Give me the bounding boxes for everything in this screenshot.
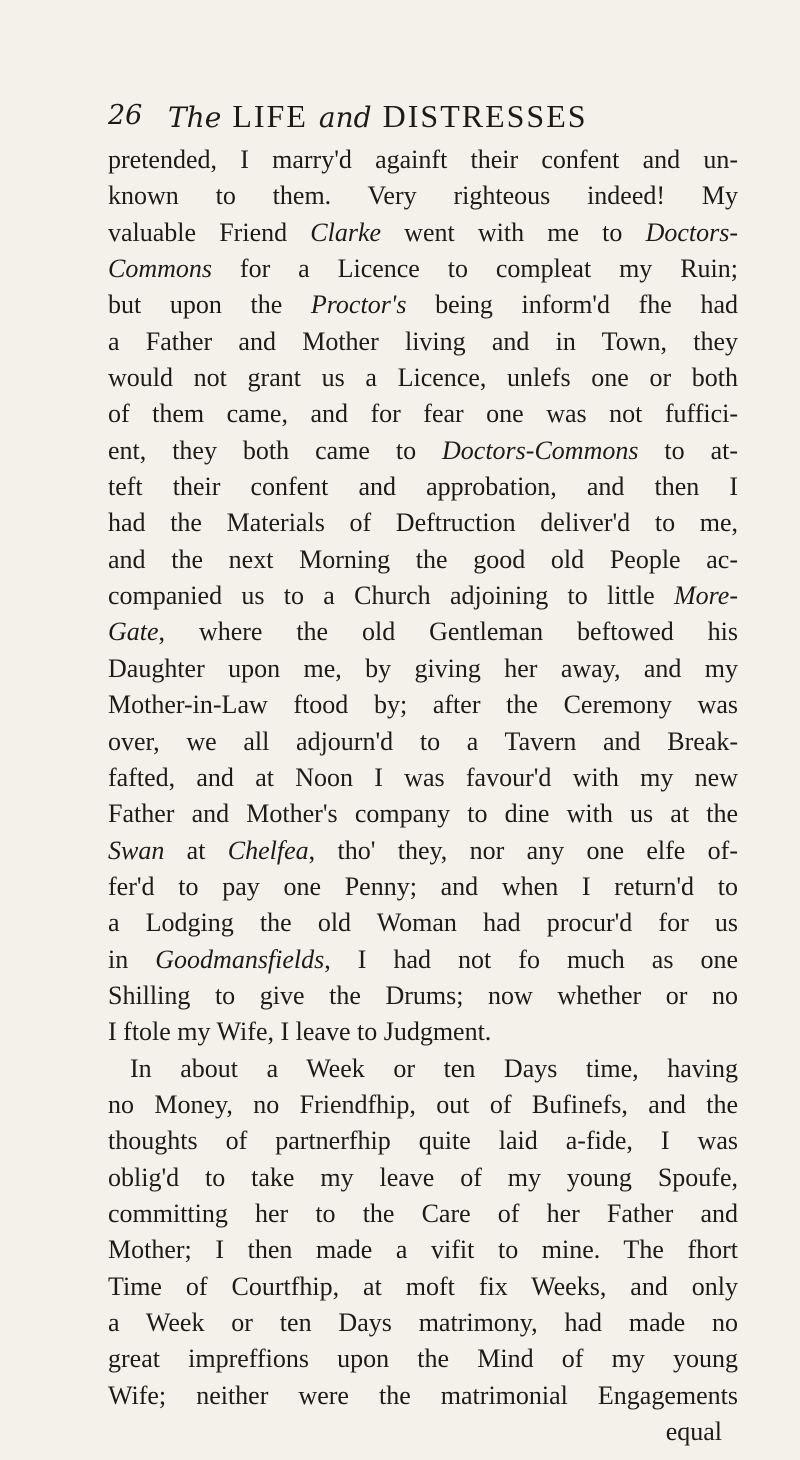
text-line: companied us to a Church adjoining to little More- xyxy=(108,581,738,611)
title-word-life: LIFE xyxy=(232,98,308,134)
text-line: in Goodmansfields, I had not fo much as one xyxy=(108,944,738,974)
running-head xyxy=(108,96,740,136)
page-number: 26 xyxy=(108,100,143,131)
text-line: oblig'd to take my leave of my young Spoufe, xyxy=(108,1162,738,1192)
text-line: no Money, no Friendfhip, out of Bufinefs, and the xyxy=(108,1089,738,1119)
running-head-title xyxy=(168,96,588,138)
text-line: but upon the Proctor's being inform'd fhe had xyxy=(108,290,738,320)
text-line: a Father and Mother living and in Town, they xyxy=(108,326,738,356)
term-proctors: Proctor's xyxy=(310,290,407,320)
body-text xyxy=(108,142,738,1450)
text-line: a Week or ten Days matrimony, had made no xyxy=(108,1308,738,1337)
text-line: Gate, where the old Gentleman beftowed his xyxy=(108,617,738,647)
text-line: known to them. Very righteous indeed! My xyxy=(108,181,738,211)
name-clarke: Clarke xyxy=(310,217,382,247)
text-line: I ftole my Wife, I leave to Judgment. xyxy=(108,1017,492,1047)
text-line: fer'd to pay one Penny; and when I return'd to xyxy=(108,871,738,901)
title-prefix: The xyxy=(168,101,222,134)
place-more: More- xyxy=(673,581,738,611)
text-line: teft their confent and approbation, and then I xyxy=(108,472,738,502)
text-line: Wife; neither were the matrimonial Engagements xyxy=(108,1380,738,1410)
text-line: Shilling to give the Drums; now whether or no xyxy=(108,980,738,1010)
text-line: thoughts of partnerfhip quite laid a-fide, I was xyxy=(108,1126,738,1156)
text-line: of them came, and for fear one was not fuffici- xyxy=(108,399,738,429)
text-line: Mother-in-Law ftood by; after the Ceremony was xyxy=(108,690,738,720)
text-line: and the next Morning the good old People ac- xyxy=(108,544,738,574)
text-line: ent, they both came to Doctors-Commons to at- xyxy=(108,435,738,465)
text-line: pretended, I marry'd againft their confent and un- xyxy=(108,145,738,174)
text-line: a Lodging the old Woman had procur'd for us xyxy=(108,908,738,938)
text-line: Commons for a Licence to compleat my Ruin; xyxy=(108,254,738,284)
title-conjunction: and xyxy=(318,101,372,134)
text-line: valuable Friend Clarke went with me to Doctors- xyxy=(108,217,738,247)
text-line: Swan at Chelfea, tho' they, nor any one elfe of- xyxy=(108,835,739,865)
text-line: committing her to the Care of her Father and xyxy=(108,1198,738,1228)
place-goodmansfields: Goodmansfields xyxy=(155,944,325,974)
text-line: fafted, and at Noon I was favour'd with my new xyxy=(108,762,738,792)
text-line: Daughter upon me, by giving her away, and my xyxy=(108,653,738,683)
text-line: over, we all adjourn'd to a Tavern and Break- xyxy=(108,726,738,756)
catchword: equal xyxy=(665,1417,722,1447)
place-commons: Commons xyxy=(108,254,213,284)
place-doctors-commons: Doctors-Commons xyxy=(442,435,639,465)
place-doctors: Doctors- xyxy=(645,217,738,247)
text-line: Time of Courtfhip, at moft fix Weeks, and only xyxy=(108,1271,738,1301)
place-chelsea: Chelfea xyxy=(227,835,309,865)
text-line: would not grant us a Licence, unlefs one or both xyxy=(108,363,738,393)
text-line: great impreffions upon the Mind of my young xyxy=(108,1344,738,1374)
text-line: Mother; I then made a vifit to mine. The fhort xyxy=(108,1235,738,1265)
title-word-distresses: DISTRESSES xyxy=(382,98,588,134)
place-gate: Gate xyxy=(108,617,159,647)
text-line: In about a Week or ten Days time, having xyxy=(130,1053,738,1083)
text-line: had the Materials of Deftruction deliver'd to me, xyxy=(108,508,738,538)
text-line: Father and Mother's company to dine with us at the xyxy=(108,799,738,829)
place-swan: Swan xyxy=(108,835,165,865)
